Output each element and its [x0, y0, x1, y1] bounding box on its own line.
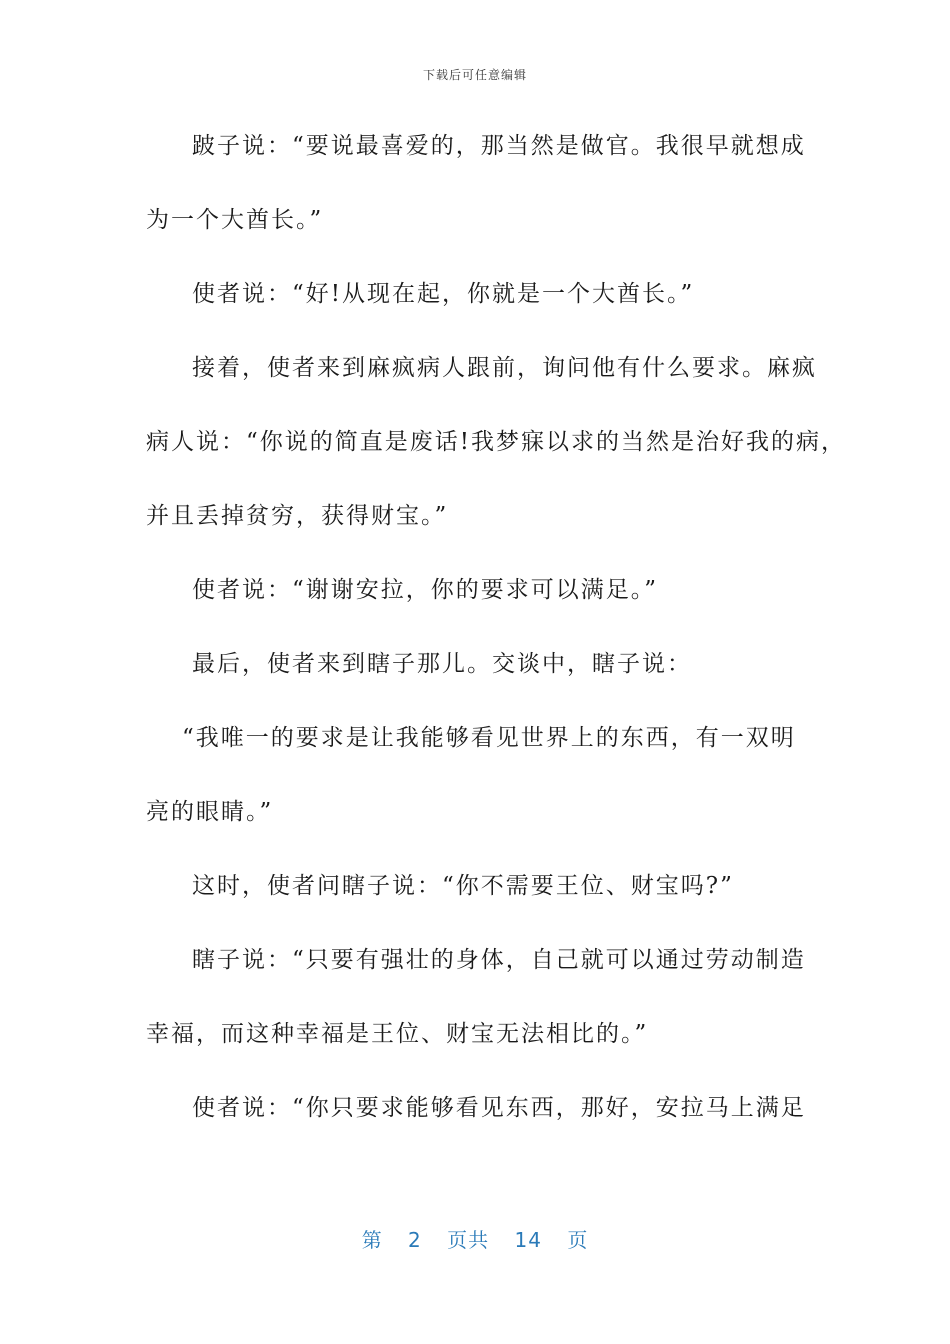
paragraph-line: 这时，使者问瞎子说：“你不需要王位、财宝吗?”: [192, 873, 734, 899]
paragraph-line: 并且丢掉贫穷，获得财宝。”: [146, 503, 449, 529]
paragraph-line: 瞎子说：“只要有强壮的身体，自己就可以通过劳动制造: [192, 947, 806, 973]
footer-middle: 页共: [447, 1228, 490, 1252]
paragraph-line: 病人说：“你说的简直是废话!我梦寐以求的当然是治好我的病，: [146, 429, 847, 455]
paragraph-line: 使者说：“谢谢安拉，你的要求可以满足。”: [192, 577, 659, 603]
footer-suffix: 页: [567, 1228, 589, 1252]
current-page-number: 2: [408, 1228, 422, 1252]
paragraph-line: “我唯一的要求是让我能够看见世界上的东西，有一双明: [182, 725, 796, 751]
paragraph-line: 使者说：“好!从现在起，你就是一个大酋长。”: [192, 281, 695, 307]
page-footer: [0, 1224, 950, 1253]
body-text: [146, 122, 847, 1158]
paragraph-line: 接着，使者来到麻疯病人跟前，询问他有什么要求。麻疯: [192, 355, 817, 381]
total-pages-number: 14: [514, 1228, 542, 1252]
paragraph-line: 最后，使者来到瞎子那儿。交谈中，瞎子说：: [192, 651, 692, 677]
paragraph-line: 跛子说：“要说最喜爱的，那当然是做官。我很早就想成: [192, 133, 806, 159]
paragraph-line: 幸福，而这种幸福是王位、财宝无法相比的。”: [146, 1021, 649, 1047]
paragraph-line: 为一个大酋长。”: [146, 207, 324, 233]
paragraph-line: 使者说：“你只要求能够看见东西，那好，安拉马上满足: [192, 1095, 806, 1121]
header-note: 下载后可任意编辑: [422, 68, 527, 82]
paragraph-line: 亮的眼睛。”: [146, 799, 274, 825]
footer-prefix: 第: [361, 1228, 383, 1252]
